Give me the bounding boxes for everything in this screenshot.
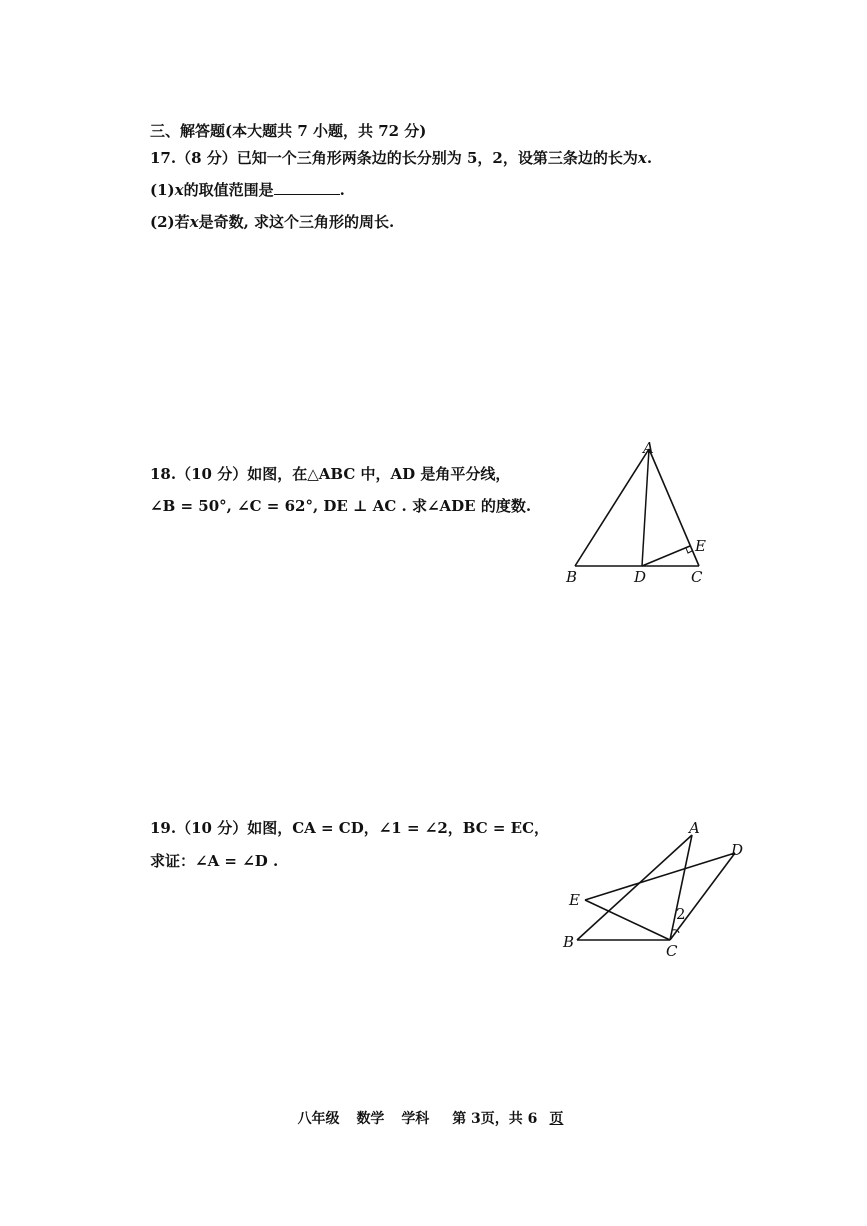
page-footer <box>0 1108 867 1128</box>
q19-label-angle2: 2 <box>676 905 686 923</box>
q18-label-e: E <box>695 537 706 555</box>
q17-part2-prefix: (2)若 <box>150 213 190 231</box>
q19-label-e: E <box>569 891 580 909</box>
footer-grade: 八年级 <box>297 1111 340 1127</box>
q17-part1 <box>150 180 345 200</box>
q17-stem <box>150 148 652 168</box>
q17-stem-end: . <box>646 149 653 167</box>
q17-part2 <box>150 212 394 232</box>
q18-label-b: B <box>566 568 578 586</box>
q17-part2-text: 是奇数, 求这个三角形的周长. <box>198 213 395 231</box>
q18-label-c: C <box>691 568 703 586</box>
q17-var: x <box>637 149 647 167</box>
q19-line2: 求证：∠A = ∠D . <box>150 852 279 870</box>
q19-label-d: D <box>731 841 744 859</box>
q19-label-b: B <box>563 933 575 951</box>
footer-page-text: 第 3页，共 6 <box>452 1111 538 1127</box>
q17-stem-text: 17.（8 分）已知一个三角形两条边的长分别为 5，2，设第三条边的长为 <box>150 149 638 167</box>
q18-line1: 18.（10 分）如图，在△ABC 中，AD 是角平分线， <box>150 465 511 483</box>
q18-side-ac <box>649 449 699 566</box>
q19-line1: 19.（10 分）如图，CA = CD，∠1 = ∠2，BC = EC， <box>150 819 550 837</box>
footer-kind: 学科 <box>401 1111 430 1127</box>
q19-segment-ed <box>585 853 735 900</box>
q18-segment-ad <box>642 449 649 566</box>
q19-segment-ba <box>577 835 692 940</box>
footer-page-number <box>446 1111 569 1127</box>
footer-page-end: 页 <box>549 1111 564 1127</box>
q18-label-d: D <box>634 568 647 586</box>
q17-part2-var: x <box>189 213 199 231</box>
q17-part1-end: . <box>339 181 345 199</box>
q18-segment-de <box>642 546 690 566</box>
q17-answer-blank[interactable] <box>274 180 340 195</box>
q19-label-c: C <box>666 942 678 960</box>
q17-part1-prefix: (1) <box>150 181 175 199</box>
q19-label-a: A <box>689 819 700 837</box>
q18-side-ab <box>575 449 649 566</box>
q17-part1-var: x <box>174 181 184 199</box>
q19-figure <box>555 815 755 965</box>
q18-label-a: A <box>643 439 654 457</box>
q18-figure <box>560 435 720 595</box>
section-heading: 三、解答题(本大题共 7 小题，共 72 分) <box>150 122 427 140</box>
footer-subject: 数学 <box>356 1111 385 1127</box>
q17-part1-text: 的取值范围是 <box>183 181 274 199</box>
q18-line2: ∠B = 50°, ∠C = 62°, DE ⊥ AC . 求∠ADE 的度数. <box>150 497 532 515</box>
